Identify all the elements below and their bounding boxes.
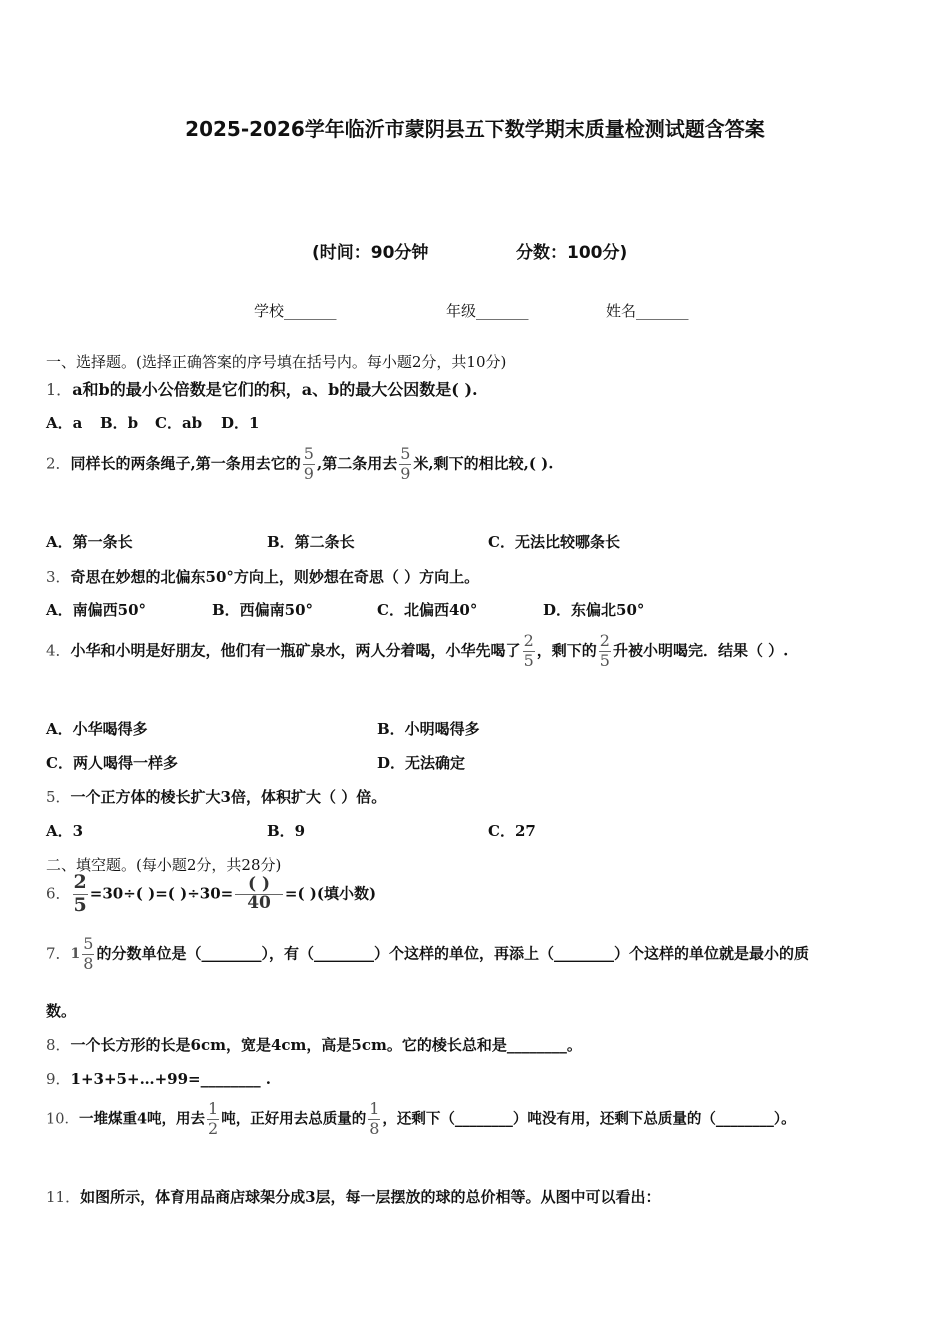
q2-option-a: A．第一条长 [46, 533, 133, 551]
q2-frac1-denominator: 9 [303, 463, 314, 483]
q3-option-d: D．东偏北50° [543, 601, 645, 619]
q4-frac1-denominator: 5 [523, 650, 534, 670]
q7 [46, 936, 809, 973]
q8-number: 8． [46, 1036, 71, 1054]
q7-frac-numerator: 5 [83, 934, 94, 953]
q6 [46, 873, 376, 916]
q5-option-b: B．9 [267, 822, 306, 840]
q4-frac2-numerator: 2 [599, 631, 610, 650]
q1-option-a: A．a [46, 414, 83, 432]
q6-text-1: =30÷( )=( )÷30= [89, 884, 234, 903]
name-field: 姓名_______ [606, 302, 689, 320]
q10-fraction-1 [207, 1101, 219, 1138]
q10-frac2-denominator: 8 [369, 1118, 380, 1138]
q6-frac1-denominator: 5 [73, 893, 87, 916]
q11-number: 11． [46, 1188, 81, 1206]
q2-frac2-denominator: 9 [400, 463, 411, 483]
q4-frac1-numerator: 2 [523, 631, 534, 650]
q4-frac2-denominator: 5 [599, 650, 610, 670]
q2-frac2-numerator: 5 [400, 444, 411, 463]
q3-number: 3． [46, 568, 71, 586]
q10-fraction-2 [368, 1101, 380, 1138]
q10-frac1-denominator: 2 [208, 1118, 219, 1138]
q4-option-a: A．小华喝得多 [46, 720, 148, 738]
q6-frac2-numerator: ( ) [235, 876, 283, 895]
q8 [46, 1034, 582, 1055]
q2-fraction-2 [399, 446, 411, 483]
q4-fraction-1 [523, 633, 535, 670]
q10-frac2-numerator: 1 [369, 1099, 380, 1118]
q6-fraction-1 [73, 873, 88, 916]
q5-text: 一个正方体的棱长扩大3倍，体积扩大（ ）倍。 [70, 788, 387, 806]
q8-text: 一个长方形的长是6cm，宽是4cm，高是5cm。它的棱长总和是________。 [70, 1036, 582, 1054]
q2 [46, 446, 553, 483]
q11 [46, 1186, 661, 1207]
q7-number: 7． [46, 944, 71, 963]
q6-number: 6． [46, 884, 71, 903]
q7-whole: 1 [70, 946, 81, 963]
q10-frac1-numerator: 1 [208, 1099, 219, 1118]
q6-frac1-numerator: 2 [73, 871, 87, 893]
q6-fraction-2 [235, 876, 283, 913]
q2-option-c: C．无法比较哪条长 [488, 533, 620, 551]
q2-text-2: ,第二条用去 [316, 454, 398, 473]
q4-option-d: D．无法确定 [377, 754, 466, 772]
q2-number: 2． [46, 454, 71, 473]
q4-text-3: 升被小明喝完．结果（ ）. [612, 641, 789, 660]
q9-number: 9． [46, 1070, 71, 1088]
q5-number: 5． [46, 788, 71, 806]
q1-option-c: C．ab [155, 414, 203, 432]
q1 [46, 377, 478, 400]
q3-text: 奇思在妙想的北偏东50°方向上，则妙想在奇思（ ）方向上。 [70, 568, 480, 586]
q1-option-d: D．1 [221, 414, 260, 432]
page-title: 2025-2026学年临沂市蒙阴县五下数学期末质量检测试题含答案 [185, 117, 765, 141]
q2-fraction-1 [303, 446, 315, 483]
q7-text-1: 的分数单位是（________），有（________）个这样的单位，再添上（________）个这样的单位就是最小的质 [96, 944, 809, 963]
q4-text-1: 小华和小明是好朋友，他们有一瓶矿泉水，两人分着喝，小华先喝了 [70, 641, 521, 660]
q10 [46, 1101, 796, 1138]
q5-option-c: C．27 [488, 822, 536, 840]
q10-text-3: ，还剩下（________）吨没有用，还剩下总质量的（________）。 [382, 1110, 796, 1128]
q4-fraction-2 [599, 633, 611, 670]
q4-text-2: ，剩下的 [536, 641, 597, 660]
q7-fraction [82, 936, 94, 973]
q2-option-b: B．第二条长 [267, 533, 355, 551]
q7-frac-denominator: 8 [83, 953, 94, 973]
q6-text-2: =( )(填小数) [284, 884, 377, 903]
q10-text-1: 一堆煤重4吨，用去 [78, 1110, 206, 1128]
q10-number: 10． [46, 1111, 79, 1128]
q10-text-2: 吨，正好用去总质量的 [221, 1110, 367, 1128]
q5 [46, 786, 386, 807]
q2-frac1-numerator: 5 [303, 444, 314, 463]
q1-number: 1． [46, 380, 73, 399]
grade-field: 年级_______ [446, 302, 529, 320]
q4-option-b: B．小明喝得多 [377, 720, 480, 738]
q9-text: 1+3+5+…+99=________ . [70, 1070, 272, 1088]
q4-number: 4． [46, 641, 71, 660]
q5-option-a: A．3 [46, 822, 84, 840]
q6-frac2-denominator: 40 [247, 892, 271, 913]
exam-score: 分数：100分) [516, 243, 628, 263]
q7-continuation: 数。 [46, 1002, 77, 1020]
section2-heading: 二、填空题。(每小题2分，共28分) [46, 856, 282, 874]
exam-time: (时间：90分钟 [312, 243, 429, 263]
q3-option-a: A．南偏西50° [46, 601, 147, 619]
q9 [46, 1068, 271, 1089]
q3-option-c: C．北偏西40° [377, 601, 478, 619]
q1-text: a和b的最小公倍数是它们的积，a、b的最大公因数是( ). [72, 380, 478, 399]
section1-heading: 一、选择题。(选择正确答案的序号填在括号内。每小题2分，共10分) [46, 353, 507, 371]
q3 [46, 566, 479, 587]
q1-option-b: B．b [100, 414, 139, 432]
q4 [46, 633, 788, 670]
school-field: 学校_______ [254, 302, 337, 320]
q3-option-b: B．西偏南50° [212, 601, 314, 619]
q2-text-3: 米,剩下的相比较,( ). [413, 454, 554, 473]
q2-text-1: 同样长的两条绳子,第一条用去它的 [70, 454, 301, 473]
q4-option-c: C．两人喝得一样多 [46, 754, 178, 772]
q11-text: 如图所示，体育用品商店球架分成3层，每一层摆放的球的总价相等。从图中可以看出： [80, 1188, 661, 1206]
